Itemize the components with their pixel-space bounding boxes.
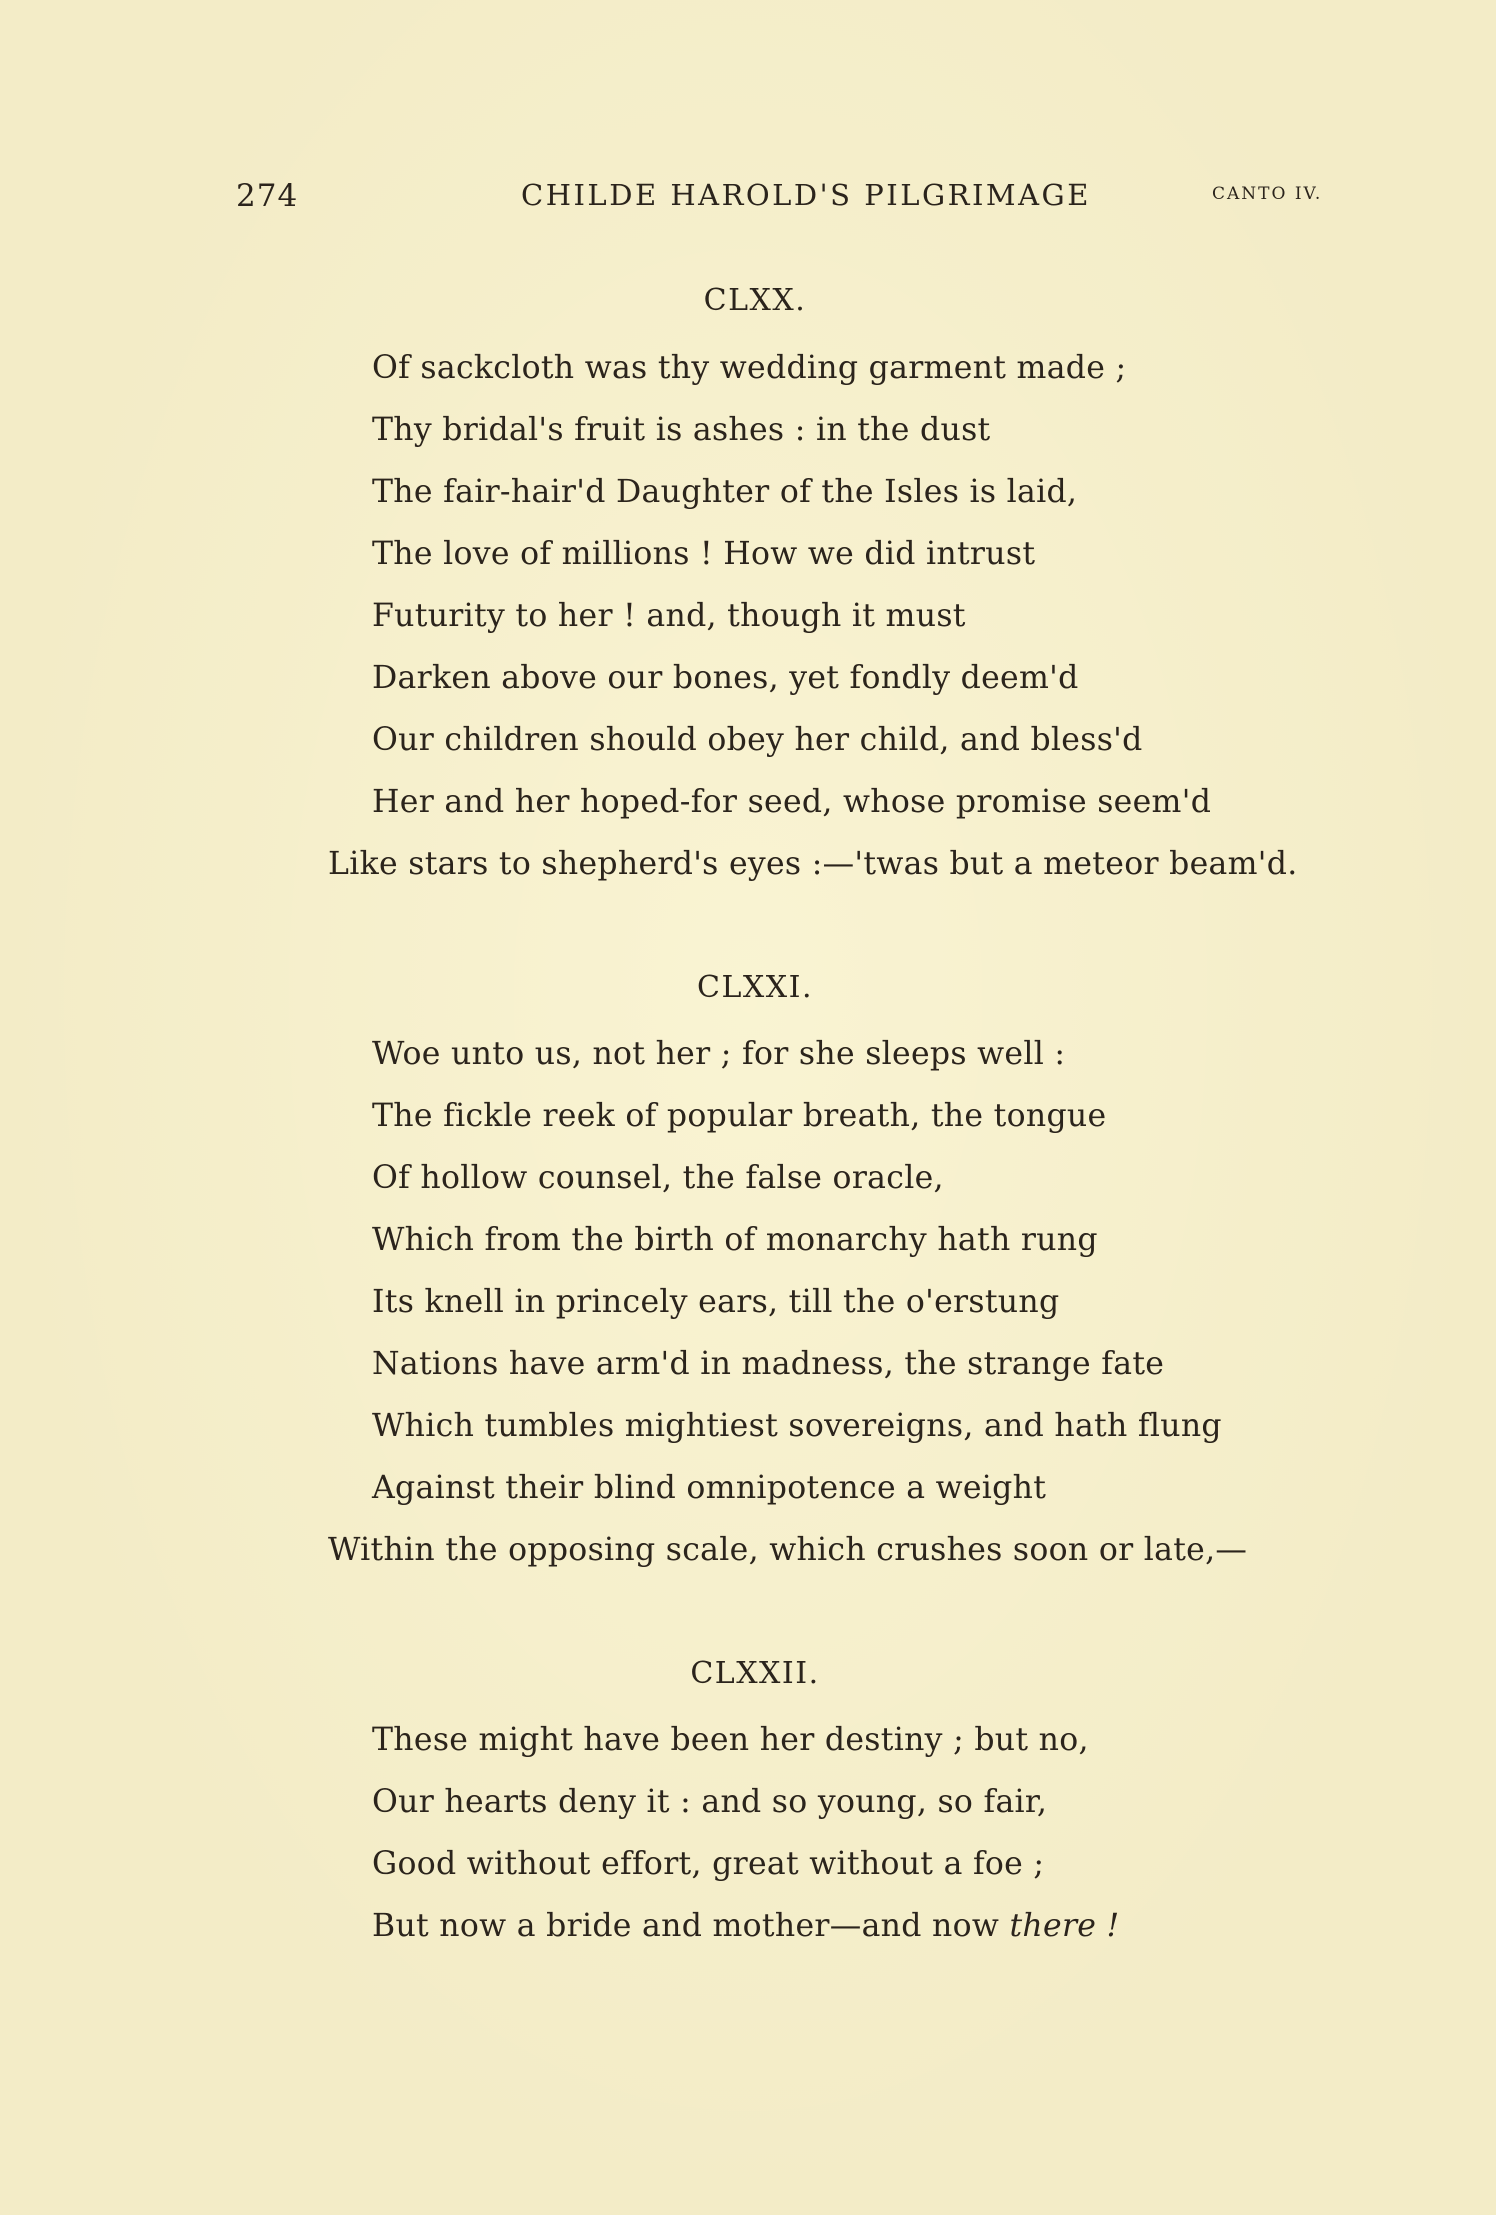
verse-line-last	[372, 1908, 1120, 1944]
running-title: CHILDE HAROLD'S PILGRIMAGE	[521, 178, 1091, 212]
verse-line: Her and her hoped-for seed, whose promise seem'd	[372, 784, 1212, 820]
verse-line: Good without effort, great without a foe ;	[372, 1846, 1045, 1882]
verse-line: The fair-hair'd Daughter of the Isles is laid,	[372, 474, 1078, 510]
verse-line: Darken above our bones, yet fondly deem'd	[372, 660, 1079, 696]
verse-line: Which tumbles mightiest sovereigns, and hath flung	[372, 1408, 1222, 1444]
canto-label: CANTO IV.	[1212, 184, 1323, 204]
verse-line: The fickle reek of popular breath, the tongue	[372, 1098, 1107, 1134]
verse-line-text: But now a bride and mother—and now	[372, 1908, 1010, 1944]
verse-line: Our hearts deny it : and so young, so fair,	[372, 1784, 1048, 1820]
stanza-number: CLXXI.	[697, 970, 813, 1005]
verse-line: The love of millions ! How we did intrust	[372, 536, 1036, 572]
verse-line: Of hollow counsel, the false oracle,	[372, 1160, 944, 1196]
verse-line: Which from the birth of monarchy hath rung	[372, 1222, 1098, 1258]
verse-line: Against their blind omnipotence a weight	[372, 1470, 1047, 1506]
verse-line: These might have been her destiny ; but no,	[372, 1722, 1089, 1758]
page-header	[0, 178, 1496, 228]
emphasized-word: there !	[1009, 1908, 1120, 1944]
verse-line: Like stars to shepherd's eyes :—'twas but a meteor beam'd.	[328, 846, 1298, 882]
verse-line: Our children should obey her child, and bless'd	[372, 722, 1143, 758]
verse-line: Of sackcloth was thy wedding garment made ;	[372, 350, 1127, 386]
page-number: 274	[236, 178, 299, 214]
verse-line: Its knell in princely ears, till the o'erstung	[372, 1284, 1060, 1320]
stanza-number: CLXXII.	[690, 1656, 820, 1691]
verse-line: Thy bridal's fruit is ashes : in the dust	[372, 412, 991, 448]
verse-line: Nations have arm'd in madness, the strange fate	[372, 1346, 1165, 1382]
verse-line: Within the opposing scale, which crushes soon or late,—	[328, 1532, 1248, 1568]
verse-line: Futurity to her ! and, though it must	[372, 598, 966, 634]
stanza-number: CLXX.	[703, 283, 807, 318]
verse-line: Woe unto us, not her ; for she sleeps well :	[372, 1036, 1066, 1072]
